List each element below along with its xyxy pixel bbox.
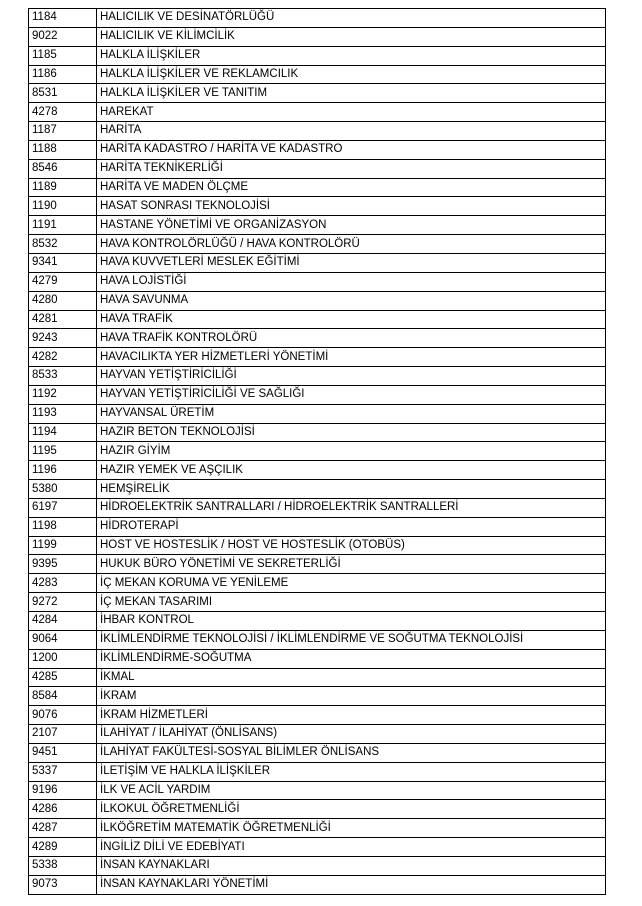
program-name-cell: HARİTA xyxy=(97,122,606,141)
table-row xyxy=(29,385,606,404)
program-name-cell: HAYVAN YETİŞTİRİCİLİĞİ xyxy=(97,367,606,386)
program-name-cell: HAREKAT xyxy=(97,103,606,122)
program-name-cell: İKLİMLENDİRME-SOĞUTMA xyxy=(97,649,606,668)
table-row xyxy=(29,517,606,536)
table-row xyxy=(29,178,606,197)
program-name-cell: HAVA TRAFİK xyxy=(97,310,606,329)
program-code-cell: 1187 xyxy=(29,122,97,141)
program-code-cell: 1190 xyxy=(29,197,97,216)
table-row xyxy=(29,310,606,329)
program-code-cell: 4280 xyxy=(29,291,97,310)
program-name-cell: HALKLA İLİŞKİLER xyxy=(97,46,606,65)
table-row xyxy=(29,197,606,216)
program-name-cell: HARİTA TEKNİKERLİĞİ xyxy=(97,159,606,178)
table-row xyxy=(29,329,606,348)
program-name-cell: İNSAN KAYNAKLARI xyxy=(97,856,606,875)
table-row xyxy=(29,216,606,235)
table-row xyxy=(29,27,606,46)
program-code-cell: 4284 xyxy=(29,612,97,631)
program-name-cell: İKRAM xyxy=(97,687,606,706)
program-code-cell: 5338 xyxy=(29,856,97,875)
program-name-cell: HEMŞİRELİK xyxy=(97,480,606,499)
program-name-cell: İLAHİYAT / İLAHİYAT (ÖNLİSANS) xyxy=(97,725,606,744)
table-row xyxy=(29,687,606,706)
program-code-cell: 1196 xyxy=(29,461,97,480)
program-code-cell: 4289 xyxy=(29,838,97,857)
program-name-cell: İÇ MEKAN KORUMA VE YENİLEME xyxy=(97,574,606,593)
program-name-cell: İHBAR KONTROL xyxy=(97,612,606,631)
table-body xyxy=(29,9,606,895)
table-row xyxy=(29,461,606,480)
table-row xyxy=(29,84,606,103)
table-row xyxy=(29,838,606,857)
program-code-cell: 1189 xyxy=(29,178,97,197)
program-name-cell: İKRAM HİZMETLERİ xyxy=(97,706,606,725)
program-code-table xyxy=(28,8,606,895)
program-name-cell: HALKLA İLİŞKİLER VE REKLAMCILIK xyxy=(97,65,606,84)
table-row xyxy=(29,235,606,254)
table-row xyxy=(29,593,606,612)
table-row xyxy=(29,612,606,631)
table-row xyxy=(29,159,606,178)
table-row xyxy=(29,743,606,762)
table-row xyxy=(29,65,606,84)
program-name-cell: HAVA SAVUNMA xyxy=(97,291,606,310)
table-row xyxy=(29,574,606,593)
program-code-cell: 6197 xyxy=(29,498,97,517)
program-name-cell: İÇ MEKAN TASARIMI xyxy=(97,593,606,612)
program-code-cell: 4286 xyxy=(29,800,97,819)
program-code-cell: 1200 xyxy=(29,649,97,668)
program-name-cell: HİDROELEKTRİK SANTRALLARI / HİDROELEKTRİK SANTRALLERİ xyxy=(97,498,606,517)
program-name-cell: İKMAL xyxy=(97,668,606,687)
program-name-cell: HAZIR GİYİM xyxy=(97,442,606,461)
program-name-cell: İLK VE ACİL YARDIM xyxy=(97,781,606,800)
program-name-cell: HARİTA VE MADEN ÖLÇME xyxy=(97,178,606,197)
table-row xyxy=(29,423,606,442)
table-row xyxy=(29,480,606,499)
program-code-cell: 1186 xyxy=(29,65,97,84)
program-code-cell: 8584 xyxy=(29,687,97,706)
program-name-cell: İLKOKUL ÖĞRETMENLİĞİ xyxy=(97,800,606,819)
table-row xyxy=(29,781,606,800)
program-name-cell: HİDROTERAPİ xyxy=(97,517,606,536)
program-code-cell: 4279 xyxy=(29,272,97,291)
program-code-cell: 1192 xyxy=(29,385,97,404)
program-name-cell: HAVA LOJİSTİĞİ xyxy=(97,272,606,291)
table-row xyxy=(29,630,606,649)
program-code-cell: 8533 xyxy=(29,367,97,386)
program-code-cell: 4287 xyxy=(29,819,97,838)
program-name-cell: HALICILIK VE KİLİMCİLİK xyxy=(97,27,606,46)
table-row xyxy=(29,706,606,725)
program-code-cell: 1185 xyxy=(29,46,97,65)
table-row xyxy=(29,122,606,141)
program-code-cell: 1198 xyxy=(29,517,97,536)
program-code-cell: 5337 xyxy=(29,762,97,781)
table-row xyxy=(29,367,606,386)
program-code-cell: 8546 xyxy=(29,159,97,178)
program-code-cell: 4282 xyxy=(29,348,97,367)
table-row xyxy=(29,442,606,461)
program-code-cell: 9022 xyxy=(29,27,97,46)
table-row xyxy=(29,498,606,517)
table-row xyxy=(29,762,606,781)
program-code-cell: 9272 xyxy=(29,593,97,612)
program-code-cell: 1188 xyxy=(29,140,97,159)
program-name-cell: İLETİŞİM VE HALKLA İLİŞKİLER xyxy=(97,762,606,781)
table-row xyxy=(29,819,606,838)
table-row xyxy=(29,291,606,310)
table-row xyxy=(29,536,606,555)
program-name-cell: HALKLA İLİŞKİLER VE TANITIM xyxy=(97,84,606,103)
program-code-cell: 2107 xyxy=(29,725,97,744)
program-code-cell: 9341 xyxy=(29,253,97,272)
program-name-cell: HAYVAN YETİŞTİRİCİLİĞİ VE SAĞLIĞI xyxy=(97,385,606,404)
table-row xyxy=(29,103,606,122)
program-name-cell: İNSAN KAYNAKLARI YÖNETİMİ xyxy=(97,875,606,894)
program-code-cell: 9073 xyxy=(29,875,97,894)
table-row xyxy=(29,875,606,894)
table-row xyxy=(29,555,606,574)
program-code-cell: 9076 xyxy=(29,706,97,725)
program-code-cell: 1199 xyxy=(29,536,97,555)
program-name-cell: HAVA KUVVETLERİ MESLEK EĞİTİMİ xyxy=(97,253,606,272)
program-code-cell: 4283 xyxy=(29,574,97,593)
table-row xyxy=(29,140,606,159)
program-name-cell: HOST VE HOSTESLİK / HOST VE HOSTESLİK (OTOBÜS) xyxy=(97,536,606,555)
program-code-cell: 4278 xyxy=(29,103,97,122)
program-name-cell: HAYVANSAL ÜRETİM xyxy=(97,404,606,423)
table-row xyxy=(29,800,606,819)
table-row xyxy=(29,9,606,28)
table-row xyxy=(29,725,606,744)
program-code-cell: 4281 xyxy=(29,310,97,329)
program-code-cell: 1194 xyxy=(29,423,97,442)
program-name-cell: HAVA TRAFİK KONTROLÖRÜ xyxy=(97,329,606,348)
program-code-cell: 9395 xyxy=(29,555,97,574)
table-row xyxy=(29,46,606,65)
program-name-cell: HAVACILIKTA YER HİZMETLERİ YÖNETİMİ xyxy=(97,348,606,367)
program-code-cell: 1191 xyxy=(29,216,97,235)
program-code-cell: 1193 xyxy=(29,404,97,423)
program-code-cell: 9451 xyxy=(29,743,97,762)
program-code-cell: 8532 xyxy=(29,235,97,254)
table-row xyxy=(29,856,606,875)
program-name-cell: İNGİLİZ DİLİ VE EDEBİYATI xyxy=(97,838,606,857)
program-code-cell: 1195 xyxy=(29,442,97,461)
program-code-cell: 5380 xyxy=(29,480,97,499)
program-code-cell: 9064 xyxy=(29,630,97,649)
table-row xyxy=(29,404,606,423)
program-code-cell: 9196 xyxy=(29,781,97,800)
program-name-cell: HUKUK BÜRO YÖNETİMİ VE SEKRETERLİĞİ xyxy=(97,555,606,574)
program-name-cell: HASAT SONRASI TEKNOLOJİSİ xyxy=(97,197,606,216)
program-code-cell: 8531 xyxy=(29,84,97,103)
program-code-cell: 1184 xyxy=(29,9,97,28)
program-code-cell: 4285 xyxy=(29,668,97,687)
program-name-cell: İLAHİYAT FAKÜLTESİ-SOSYAL BİLİMLER ÖNLİSANS xyxy=(97,743,606,762)
program-name-cell: HAZIR BETON TEKNOLOJİSİ xyxy=(97,423,606,442)
program-name-cell: HASTANE YÖNETİMİ VE ORGANİZASYON xyxy=(97,216,606,235)
table-row xyxy=(29,253,606,272)
program-name-cell: HAVA KONTROLÖRLÜĞÜ / HAVA KONTROLÖRÜ xyxy=(97,235,606,254)
program-name-cell: HARİTA KADASTRO / HARİTA VE KADASTRO xyxy=(97,140,606,159)
program-code-cell: 9243 xyxy=(29,329,97,348)
table-row xyxy=(29,272,606,291)
program-name-cell: HALICILIK VE DESİNATÖRLÜĞÜ xyxy=(97,9,606,28)
program-name-cell: HAZIR YEMEK VE AŞÇILIK xyxy=(97,461,606,480)
table-row xyxy=(29,668,606,687)
table-row xyxy=(29,348,606,367)
table-row xyxy=(29,649,606,668)
program-name-cell: İKLİMLENDİRME TEKNOLOJİSİ / İKLİMLENDİRME VE SOĞUTMA TEKNOLOJİSİ xyxy=(97,630,606,649)
program-name-cell: İLKÖĞRETİM MATEMATİK ÖĞRETMENLİĞİ xyxy=(97,819,606,838)
